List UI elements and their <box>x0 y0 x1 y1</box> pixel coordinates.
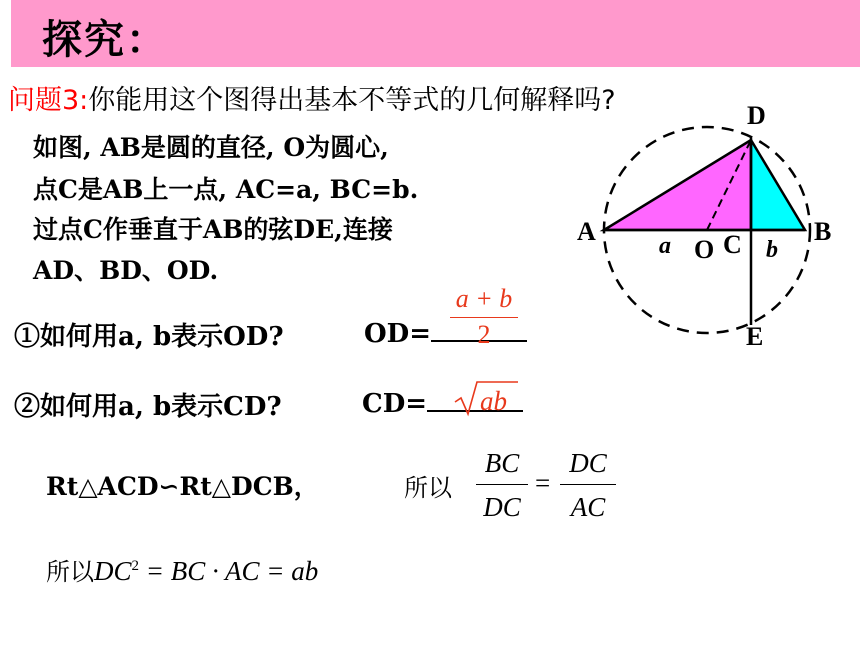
q1-text: ①如何用a, b表示OD? <box>14 322 284 352</box>
fraction-equals: = <box>535 468 551 498</box>
fraction2-bar <box>560 484 616 485</box>
fraction1-bar <box>476 484 528 485</box>
label-d: D <box>747 101 766 130</box>
description-line-3: 过点C作垂直于AB的弦DE,连接 <box>33 215 393 244</box>
fraction1-denominator: DC <box>483 492 521 522</box>
label-c: C <box>723 230 742 259</box>
label-o: O <box>694 235 715 264</box>
q1-fraction-bar <box>450 317 518 318</box>
page-title: 探究： <box>42 17 168 63</box>
label-a: A <box>577 217 596 246</box>
description-line-1: 如图, AB是圆的直径, O为圆心, <box>33 133 389 162</box>
geometry-diagram <box>560 100 855 360</box>
triangle-dcb <box>751 140 805 230</box>
q1-fraction-denominator: 2 <box>477 320 491 349</box>
label-a-length: a <box>659 233 671 259</box>
question-3 <box>8 78 616 117</box>
description-line-4: AD、BD、OD. <box>33 256 219 285</box>
description-line-2: 点C是AB上一点, AC=a, BC=b. <box>33 175 419 204</box>
q2-sqrt-answer <box>452 376 524 420</box>
q1-answer-label: OD= <box>364 319 431 349</box>
q2-text: ②如何用a, b表示CD? <box>14 392 282 422</box>
label-b: B <box>814 217 832 246</box>
q2-sqrt-value: ab <box>480 386 507 416</box>
q1-fraction-numerator: a + b <box>455 284 513 313</box>
label-e: E <box>746 322 764 351</box>
fraction2-numerator: DC <box>569 448 607 478</box>
label-b-length: b <box>766 237 778 263</box>
q2-answer-label: CD= <box>362 389 428 419</box>
fraction1-numerator: BC <box>484 448 520 478</box>
similarity-statement: Rt△ACD∽Rt△DCB， <box>46 472 319 501</box>
similarity-so: 所以 <box>404 474 452 502</box>
conclusion: 所以$DC^2$ = BC · AC = ab <box>46 556 319 586</box>
question-text: 你能用这个图得出基本不等式的几何解释吗? <box>88 85 616 116</box>
question-label: 问题3: <box>8 85 89 116</box>
triangle-acd <box>604 140 751 230</box>
fraction2-denominator: AC <box>570 492 606 522</box>
